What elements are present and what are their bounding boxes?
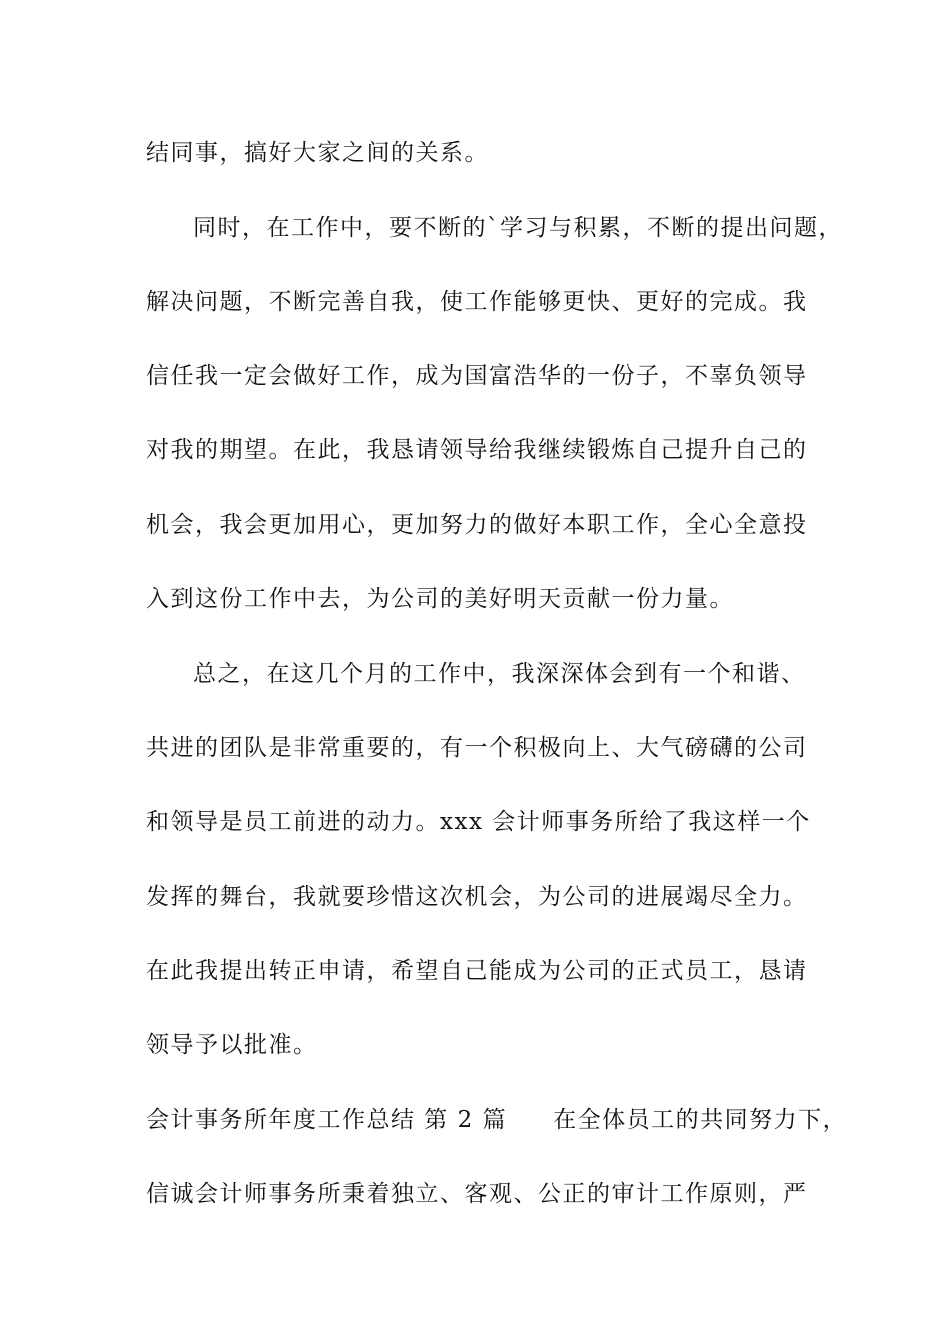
section-heading-row [146,1105,848,1135]
paragraph-line: 信诚会计师事务所秉着独立、客观、公正的审计工作原则，严 [146,1181,808,1207]
paragraph-line: 总之，在这几个月的工作中，我深深体会到有一个和谐、 [193,661,806,687]
paragraph-line: 入到这份工作中去，为公司的美好明天贡献一份力量。 [146,586,734,612]
paragraph-line: 发挥的舞台，我就要珍惜这次机会，为公司的进展竭尽全力。 [146,884,808,910]
paragraph-line: 机会，我会更加用心，更加努力的做好本职工作，全心全意投 [146,512,808,538]
section-title: 会计事务所年度工作总结 第 2 篇 [146,1107,508,1133]
paragraph-line: 在此我提出转正申请，希望自己能成为公司的正式员工，恳请 [146,958,808,984]
paragraph-line: 对我的期望。在此，我恳请领导给我继续锻炼自己提升自己的 [146,437,808,463]
section-first-text: 在全体员工的共同努力下， [553,1107,848,1133]
paragraph-line: 信任我一定会做好工作，成为国富浩华的一份子，不辜负领导 [146,363,808,389]
paragraph-line: 同时，在工作中，要不断的`学习与积累，不断的提出问题， [193,215,843,241]
paragraph-line: 共进的团队是非常重要的，有一个积极向上、大气磅礴的公司 [146,735,808,761]
paragraph-line: 和领导是员工前进的动力。xxx 会计师事务所给了我这样一个 [146,809,811,835]
paragraph-line: 领导予以批准。 [146,1032,318,1058]
paragraph-line: 解决问题，不断完善自我，使工作能够更快、更好的完成。我 [146,289,808,315]
paragraph-line: 结同事，搞好大家之间的关系。 [146,140,489,166]
